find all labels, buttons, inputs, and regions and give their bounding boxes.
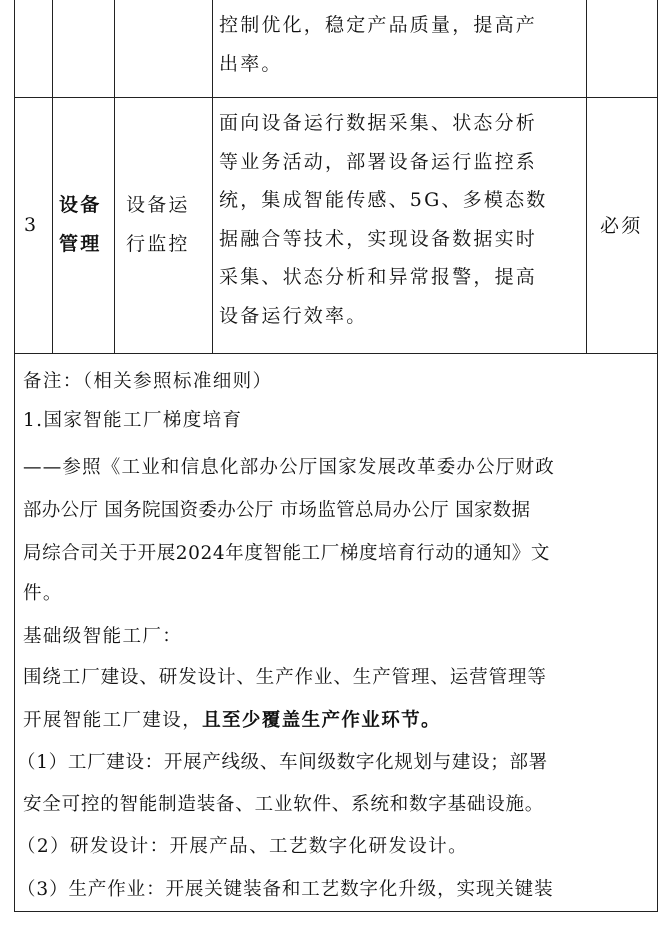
desc-line: 面向设备运行数据采集、状态分析	[219, 112, 538, 134]
basic-emphasis: 且至少覆盖生产作业环节。	[202, 710, 441, 731]
category-line: 管理	[59, 233, 102, 255]
basic-level-line	[23, 706, 651, 732]
standards-table	[14, 0, 658, 912]
requirement-label: 必须	[600, 215, 643, 237]
desc-line: 统，集成智能传感、5G、多模态数	[219, 189, 548, 211]
item-line: 设备运	[126, 194, 190, 216]
col-divider-1	[52, 0, 53, 353]
row-divider	[15, 97, 657, 98]
item-2-line: （2）研发设计：开展产品、工艺数字化研发设计。	[17, 836, 468, 857]
desc-line: 据融合等技术，实现设备数据实时	[219, 227, 538, 250]
notes-header: 备注：（相关参照标准细则）	[23, 371, 273, 392]
row-description	[219, 104, 585, 335]
reference-line: 件。	[23, 583, 63, 604]
item-1-line: （1）工厂建设：开展产线级、车间级数字化规划与建设；部署	[17, 752, 548, 773]
col-divider-2	[114, 0, 115, 353]
desc-line: 采集、状态分析和异常报警，提高	[219, 266, 538, 288]
notes-divider	[15, 353, 657, 354]
section-title: 1.国家智能工厂梯度培育	[23, 410, 243, 431]
basic-level-line: 围绕工厂建设、研发设计、生产作业、生产管理、运营管理等	[23, 667, 547, 688]
desc-line: 设备运行效率。	[219, 304, 368, 327]
col-divider-4	[586, 0, 587, 353]
prev-row-description	[219, 6, 585, 83]
desc-line: 控制优化，稳定产品质量，提高产	[219, 14, 538, 36]
reference-line: 部办公厅 国务院国资委办公厅 市场监管总局办公厅 国家数据	[23, 500, 531, 521]
col-divider-3	[212, 0, 213, 353]
basic-level-title: 基础级智能工厂：	[23, 626, 183, 647]
item-1-line: 安全可控的智能制造装备、工业软件、系统和数字基础设施。	[23, 794, 545, 815]
item-line: 行监控	[126, 233, 190, 255]
category-line: 设备	[59, 194, 102, 216]
row-item	[126, 186, 212, 264]
desc-line: 出率。	[219, 52, 283, 75]
reference-line: ——参照《工业和信息化部办公厅国家发展改革委办公厅财政	[23, 457, 555, 478]
basic-text: 开展智能工厂建设，	[23, 710, 203, 731]
reference-line: 局综合司关于开展2024年度智能工厂梯度培育行动的通知》文	[23, 543, 550, 564]
row-number: 3	[24, 214, 37, 236]
desc-line: 等业务活动，部署设备运行监控系	[219, 150, 538, 173]
item-3-line: （3）生产作业：开展关键装备和工艺数字化升级，实现关键装	[17, 879, 554, 900]
row-category	[59, 186, 111, 264]
